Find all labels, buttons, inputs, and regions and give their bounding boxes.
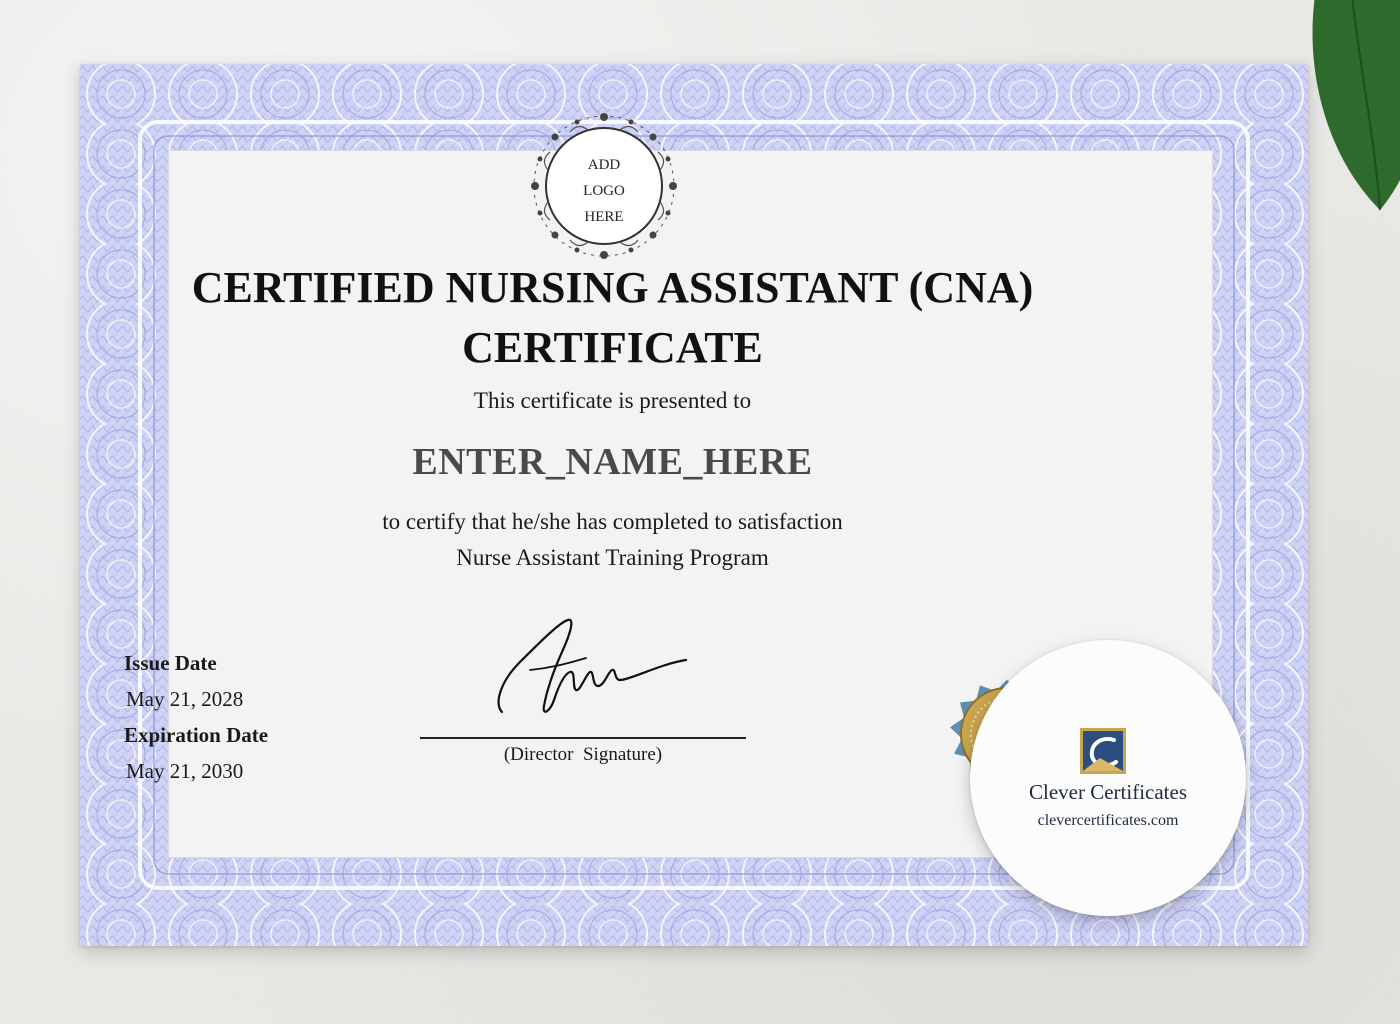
clever-certificates-logo-icon [1080, 728, 1126, 774]
expiration-date-label: Expiration Date [124, 723, 269, 747]
director-signature-block [420, 612, 746, 772]
certificate-dates [124, 646, 384, 790]
brand-url: clevercertificates.com [1037, 812, 1179, 829]
logo-placeholder [528, 110, 688, 270]
signature-label: (Director Signature) [503, 744, 663, 765]
presented-to-text: This certificate is presented to [473, 388, 752, 413]
title-line-1: CERTIFIED NURSING ASSISTANT (CNA) [191, 263, 1034, 312]
logo-text-line: ADD [587, 157, 621, 173]
logo-text-line: LOGO [583, 183, 625, 199]
clever-certificates-badge [970, 640, 1246, 916]
issue-date-value: May 21, 2028 [126, 687, 244, 711]
title-line-2: CERTIFICATE [462, 323, 763, 372]
logo-text-line: HERE [584, 209, 624, 225]
signature-line [420, 737, 746, 739]
logo-placeholder-text [528, 152, 680, 230]
certificate-title [90, 258, 1135, 378]
brand-name: Clever Certificates [1028, 780, 1187, 804]
certify-line-1: to certify that he/she has completed to satisfaction [382, 509, 843, 534]
certify-text [90, 504, 1135, 576]
issue-date-label: Issue Date [124, 651, 217, 675]
recipient-name: ENTER_NAME_HERE [412, 441, 813, 483]
program-name: Nurse Assistant Training Program [456, 545, 769, 570]
signature-drawing [490, 612, 690, 722]
expiration-date-value: May 21, 2030 [126, 759, 244, 783]
